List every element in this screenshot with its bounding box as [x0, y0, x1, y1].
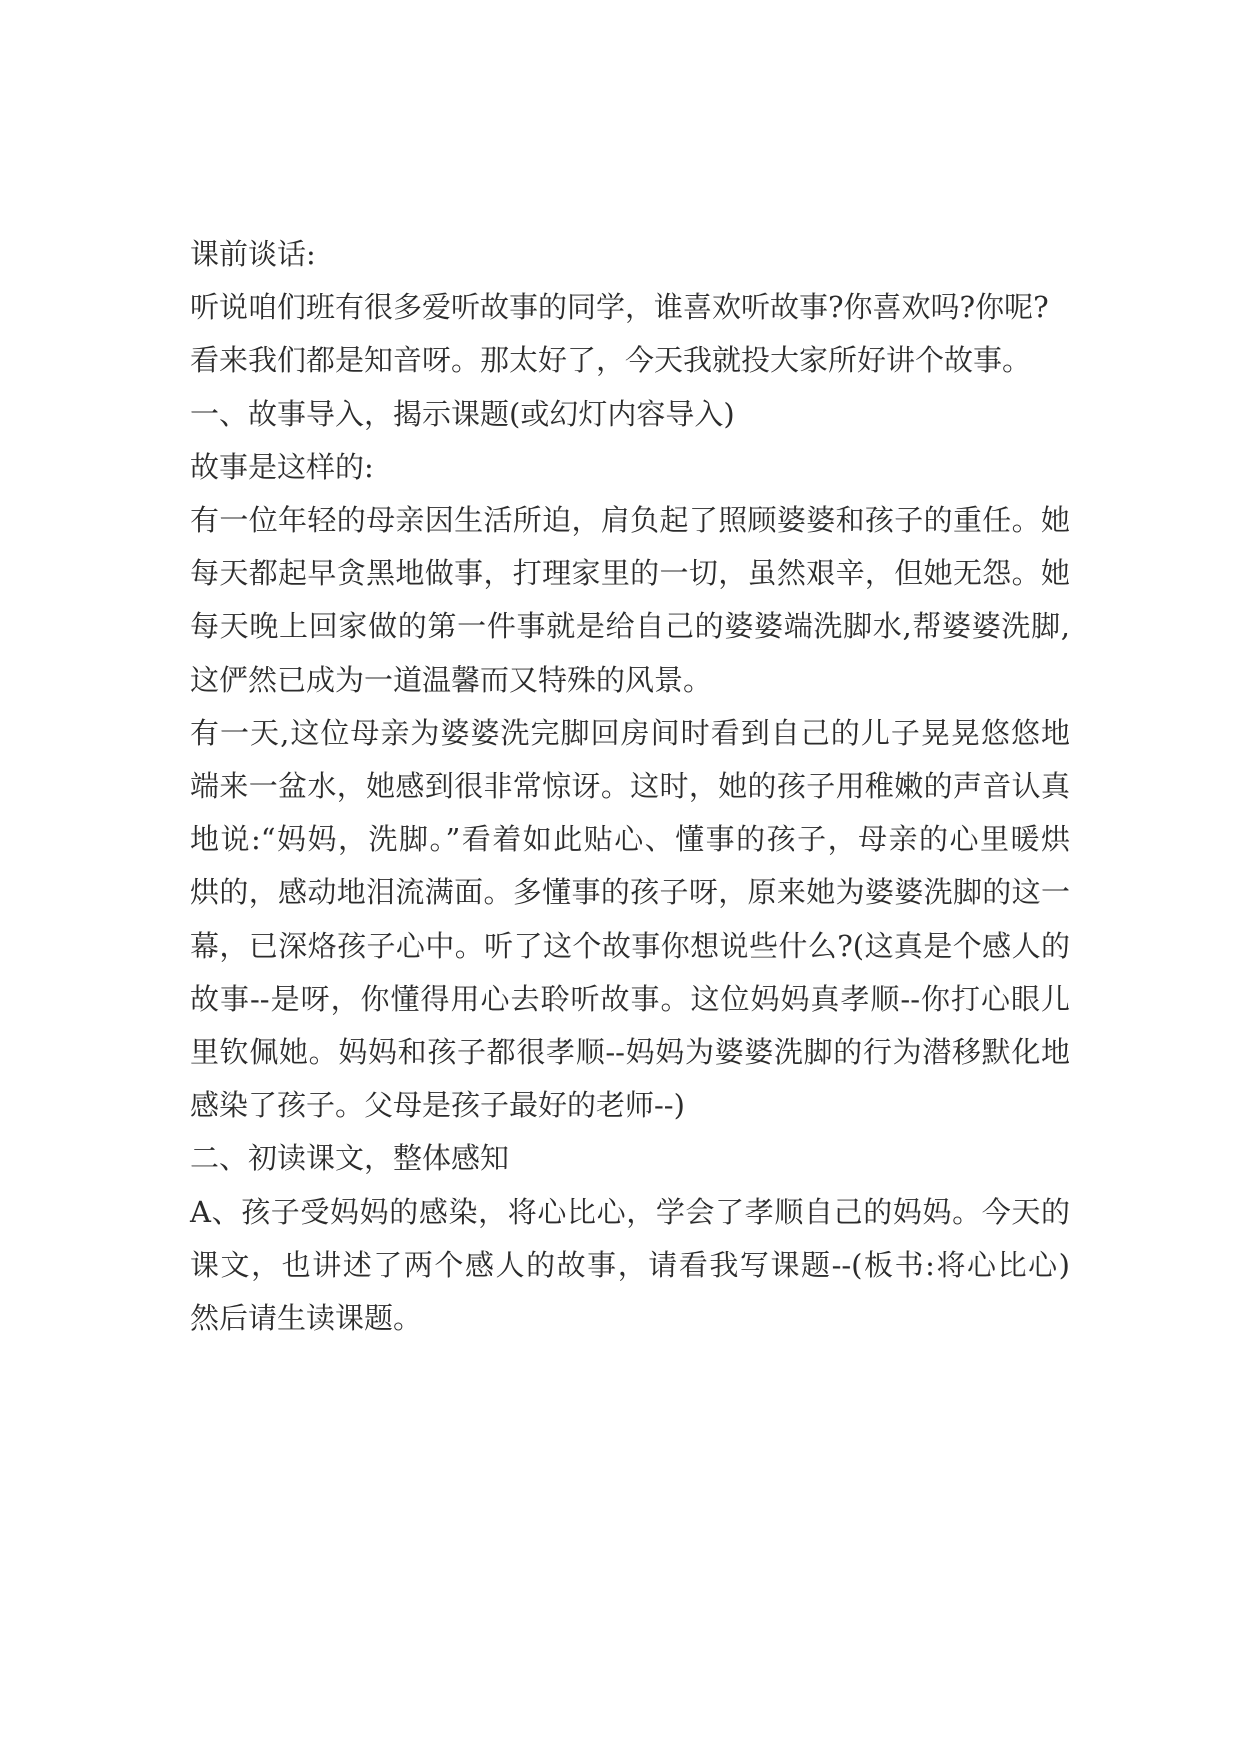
- text-line: 故事是这样的:: [190, 449, 374, 484]
- text-line: 有一天,这位母亲为婆婆洗完脚回房间时看到自己的儿子晃晃悠悠地: [190, 715, 1070, 750]
- document-body: [190, 228, 1070, 1345]
- text-line: 课文，也讲述了两个感人的故事，请看我写课题--(板书:将心比心): [190, 1247, 1070, 1282]
- text-line: 故事--是呀，你懂得用心去聆听故事。这位妈妈真孝顺--你打心眼儿: [190, 981, 1070, 1016]
- text-line: 然后请生读课题。: [190, 1301, 423, 1336]
- text-line: 里钦佩她。妈妈和孩子都很孝顺--妈妈为婆婆洗脚的行为潜移默化地: [190, 1035, 1070, 1070]
- paragraph-story-paragraph-1: [190, 494, 1070, 707]
- text-line: 课前谈话:: [190, 237, 316, 271]
- text-line: 这俨然已成为一道温馨而又特殊的风景。: [190, 662, 713, 697]
- text-line: 每天晚上回家做的第一件事就是给自己的婆婆端洗脚水,帮婆婆洗脚,: [190, 609, 1070, 644]
- text-line: 一、故事导入，揭示课题(或幻灯内容导入): [190, 396, 735, 431]
- text-line: 有一位年轻的母亲因生活所迫，肩负起了照顾婆婆和孩子的重任。她: [190, 503, 1070, 538]
- paragraph-section-2-heading: [190, 1132, 1070, 1185]
- paragraph-section-2-paragraph-a: [190, 1186, 1070, 1346]
- text-line: 端来一盆水，她感到很非常惊讶。这时，她的孩子用稚嫩的声音认真: [190, 769, 1070, 804]
- paragraph-opening-remarks: [190, 281, 1070, 334]
- text-line: 感染了孩子。父母是孩子最好的老师--): [190, 1088, 685, 1123]
- text-line: 烘的，感动地泪流满面。多懂事的孩子呀，原来她为婆婆洗脚的这一: [190, 875, 1070, 910]
- text-line: 看来我们都是知音呀。那太好了，今天我就投大家所好讲个故事。: [190, 343, 1032, 378]
- paragraph-story-intro: [190, 441, 1070, 494]
- text-line: 幕，已深烙孩子心中。听了这个故事你想说些什么?(这真是个感人的: [190, 928, 1070, 963]
- paragraph-section-1-heading: [190, 388, 1070, 441]
- text-line: 二、初读课文，整体感知: [190, 1141, 510, 1176]
- text-line: 每天都起早贪黑地做事，打理家里的一切，虽然艰辛，但她无怨。她: [190, 556, 1070, 591]
- paragraph-story-paragraph-2: [190, 707, 1070, 1133]
- text-line: 听说咱们班有很多爱听故事的同学，谁喜欢听故事?你喜欢吗?你呢?: [190, 290, 1049, 325]
- text-line: 地说:“妈妈，洗脚。”看着如此贴心、懂事的孩子，母亲的心里暖烘: [190, 822, 1070, 857]
- text-line: A、孩子受妈妈的感染，将心比心，学会了孝顺自己的妈妈。今天的: [190, 1194, 1070, 1229]
- paragraph-opening-remarks-2: [190, 334, 1070, 387]
- paragraph-pre-class-talk-heading: [190, 228, 1070, 281]
